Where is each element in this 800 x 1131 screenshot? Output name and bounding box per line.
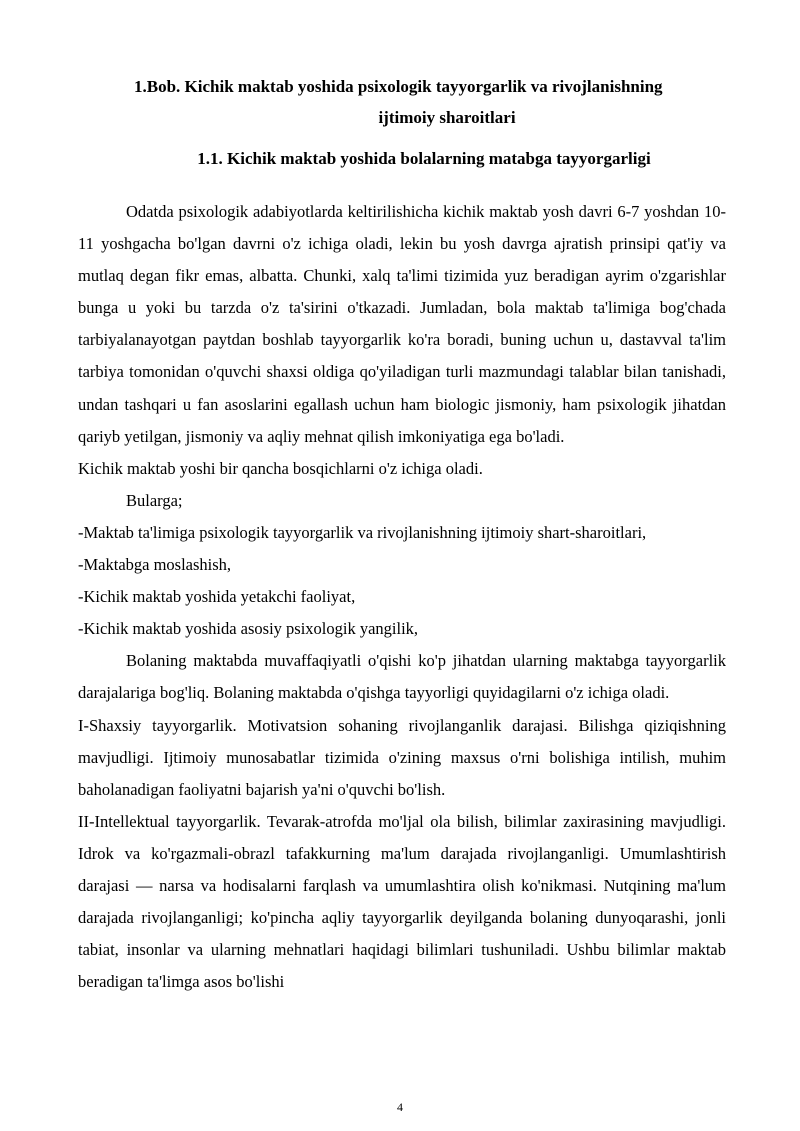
- section-title: 1.1. Kichik maktab yoshida bolalarning matabga tayyorgarligi: [197, 149, 651, 168]
- chapter-title-line2: ijtimoiy sharoitlari: [378, 108, 516, 127]
- chapter-title: [78, 71, 726, 133]
- list-item: -Maktabga moslashish,: [78, 555, 232, 575]
- paragraph: Kichik maktab yoshi bir qancha bosqichlarni o'z ichiga oladi.: [78, 458, 483, 478]
- list-item: -Kichik maktab yoshida yetakchi faoliyat,: [78, 587, 356, 607]
- list-item: -Maktab ta'limiga psixologik tayyorgarlik va rivojlanishning ijtimoiy shart-sharoitlari,: [78, 522, 647, 542]
- body-text: [78, 196, 726, 998]
- paragraph: Odatda psixologik adabiyotlarda keltirilishicha kichik maktab yosh davri 6-7 yoshdan 10-11 yoshgacha bo'lgan davrni o'z ichiga oladi, lekin bu yosh davrga ajratish prinsipi qat'iy va mutlaq degan fikr emas, albatta. Chunki, xalq ta'limi tizimida yuz beradigan ayrim o'zgarishlar bunga u yoki bu tarzda o'z ta'sirini o'tkazadi. Jumladan, bola maktab ta'limiga bog'chada tarbiyalanayotgan paytdan boshlab tayyorgarlik ko'ra boradi, buning uchun u, dastavval ta'lim tarbiya tomonidan o'quvchi shaxsi oldiga qo'yiladigan turli mazmundagi talablar bilan tanishadi, undan tashqari u fan asoslarini egallash uchun ham biologic jismoniy, ham psixologik jihatdan qariyb yetilgan, jismoniy va aqliy mehnat qilish imkoniyatiga ega bo'ladi.: [78, 202, 726, 446]
- paragraph: II-Intellektual tayyorgarlik. Tevarak-atrofda mo'ljal ola bilish, bilimlar zaxirasining mavjudligi. Idrok va ko'rgazmali-obrazl tafakkurning ma'lum darajada rivojlanganligi. Umumlashtirish darajasi — narsa va hodisalarni farqlash va umumlashtira olish ko'nikmasi. Nutqining ma'lum darajada rivojlanganligi; ko'pincha aqliy tayyorgarlik deyilganda bolaning dunyoqarashi, jonli tabiat, insonlar va ularning mehnatlari haqidagi bilimlari tushuniladi. Ushbu bilimlar maktab beradigan ta'limga asos bo'lishi: [78, 811, 726, 992]
- list-item: -Kichik maktab yoshida asosiy psixologik yangilik,: [78, 619, 419, 639]
- chapter-title-line1: 1.Bob. Kichik maktab yoshida psixologik tayyorgarlik va rivojlanishning: [134, 77, 663, 96]
- page-number: 4: [397, 1100, 403, 1114]
- paragraph: I-Shaxsiy tayyorgarlik. Motivatsion sohaning rivojlanganlik darajasi. Bilishga qiziqishning mavjudligi. Ijtimoiy munosabatlar tizimida o'zining maxsus o'rni bolishiga intilish, muhim baholanadigan faoliyatni bajarish ya'ni o'quvchi bo'lish.: [78, 715, 726, 799]
- paragraph: Bularga;: [126, 490, 183, 510]
- paragraph: Bolaning maktabda muvaffaqiyatli o'qishi ko'p jihatdan ularning maktabga tayyorgarlik darajalariga bog'liq. Bolaning maktabda o'qishga tayyorligi quyidagilarni o'z ichiga oladi.: [78, 651, 726, 703]
